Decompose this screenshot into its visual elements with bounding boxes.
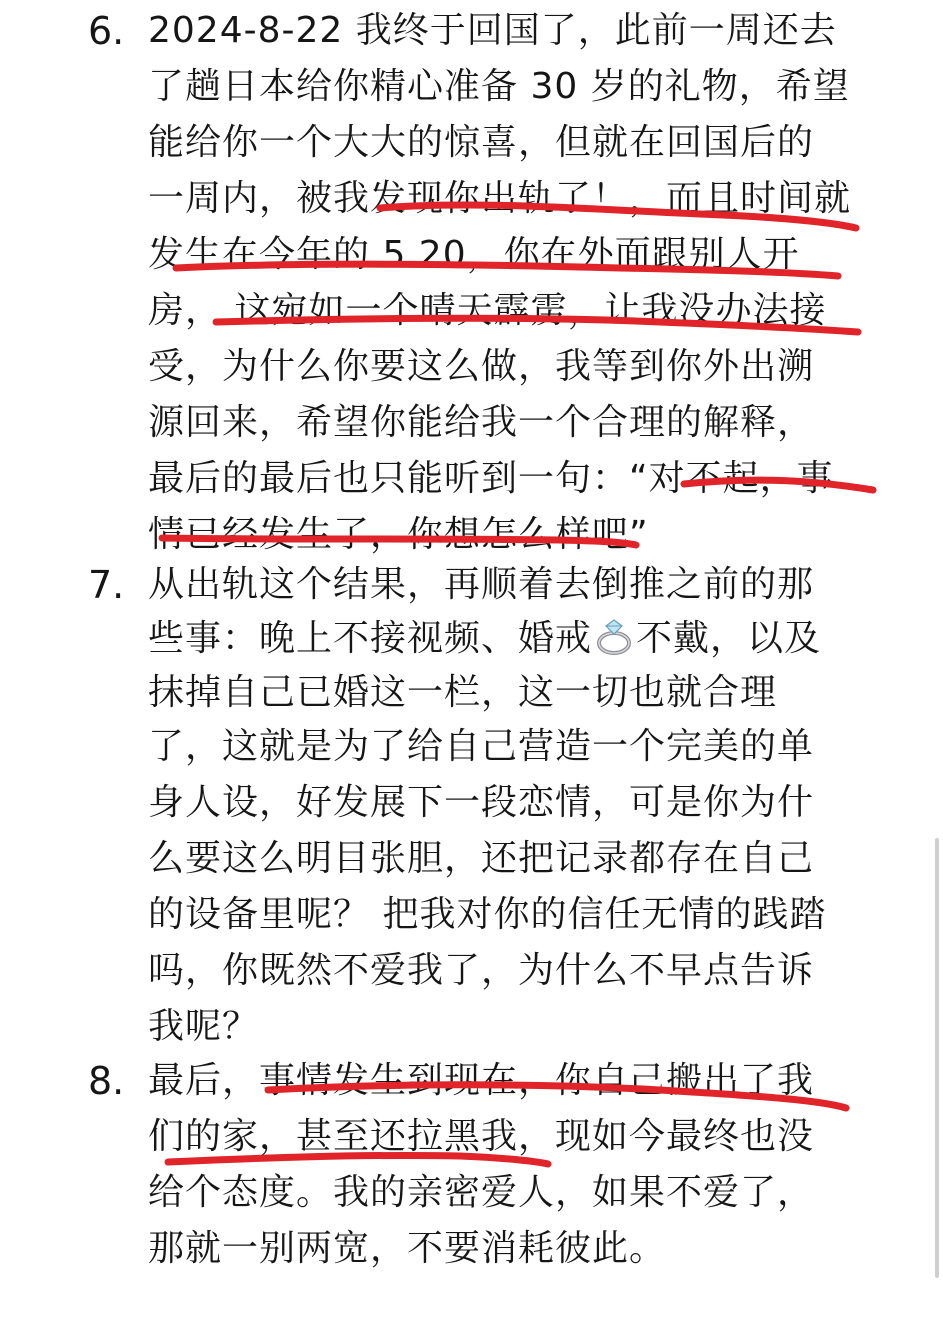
- scrollbar[interactable]: [935, 838, 939, 1278]
- text-line: 受，为什么你要这么做，我等到你外出溯: [148, 346, 815, 387]
- text-line: 了，这就是为了给自己营造一个完美的单: [148, 726, 815, 767]
- text-line: 最后的最后也只能听到一句：“对不起，事: [148, 458, 834, 499]
- text-line: 源回来，希望你能给我一个合理的解释，: [148, 402, 815, 443]
- text-line: 2024-8-22 我终于回国了，此前一周还去: [148, 10, 837, 51]
- list-number: 6.: [88, 9, 125, 53]
- text-line: 情已经发生了，你想怎么样吧”: [148, 514, 649, 555]
- text-line: 我呢？: [148, 1006, 260, 1047]
- text-line: 身人设，好发展下一段恋情，可是你为什: [148, 782, 815, 823]
- text-line: 最后，事情发生到现在，你自己搬出了我: [148, 1060, 815, 1101]
- text-line: 抹掉自己已婚这一栏，这一切也就合理: [148, 672, 778, 713]
- list-number: 7.: [88, 563, 125, 607]
- text-segment: 些事：晚上不接视频、婚戒: [148, 618, 593, 659]
- text-line: 吗，你既然不爱我了，为什么不早点告诉: [148, 950, 815, 991]
- text-line: 给个态度。我的亲密爱人，如果不爱了，: [148, 1172, 815, 1213]
- text-line: 么要这么明目张胆，还把记录都存在自己: [148, 838, 815, 879]
- text-line: 了趟日本给你精心准备 30 岁的礼物，希望: [148, 66, 850, 107]
- text-line: 那就一别两宽，不要消耗彼此。: [148, 1228, 667, 1269]
- list-number: 8.: [88, 1059, 125, 1103]
- text-segment: 不戴，以及: [636, 618, 822, 659]
- text-line: 能给你一个大大的惊喜，但就在回国后的: [148, 122, 815, 163]
- ring-icon: [592, 616, 636, 656]
- text-line: 们的家，甚至还拉黑我，现如今最终也没: [148, 1116, 815, 1157]
- text-line: 从出轨这个结果，再顺着去倒推之前的那: [148, 564, 815, 605]
- text-line-with-ring: [148, 611, 821, 667]
- text-line: 发生在今年的 5.20，你在外面跟别人开: [148, 234, 800, 275]
- text-line: 房， 这宛如一个晴天霹雳，让我没办法接: [148, 290, 827, 331]
- text-line: 一周内，被我发现你出轨了！，而且时间就: [148, 178, 852, 219]
- text-line: 的设备里呢？ 把我对你的信任无情的践踏: [148, 894, 827, 935]
